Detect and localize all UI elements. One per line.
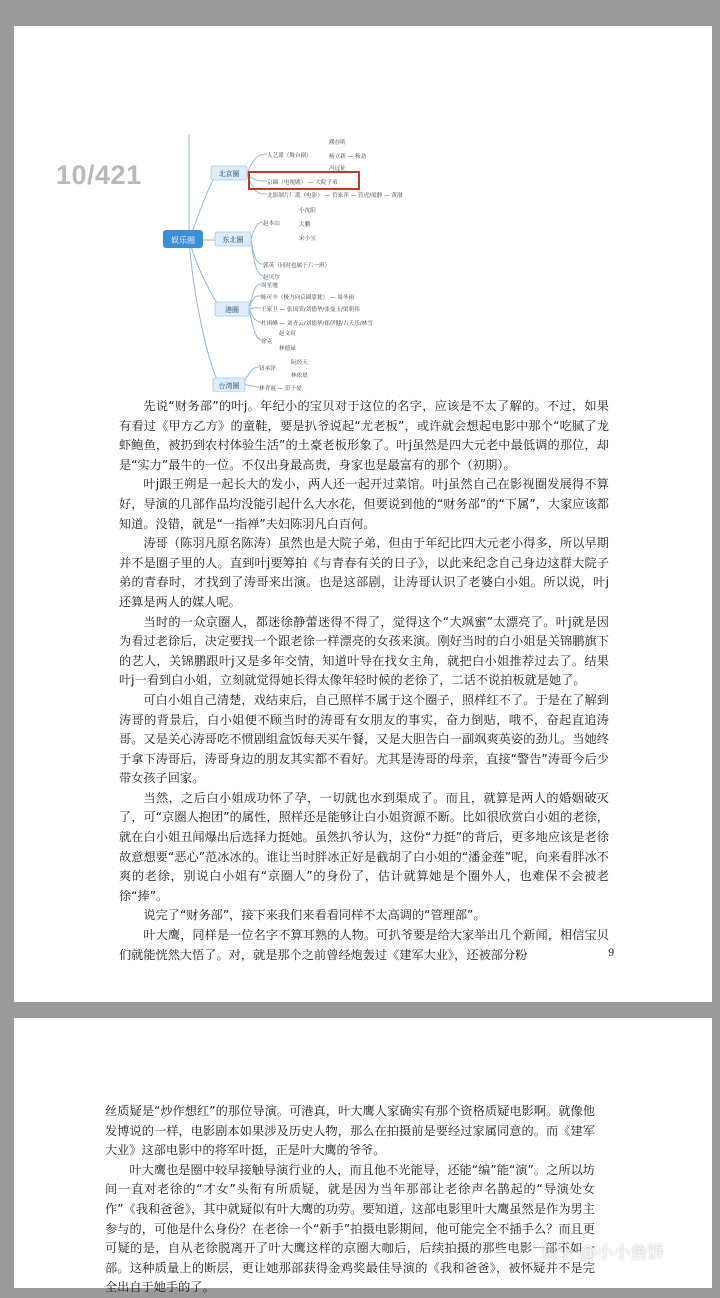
mindmap-leaf: 冯远征 [329,166,346,172]
mindmap-node: 徐克 [261,339,273,345]
mindmap-node: 陈可辛（极力向京圈靠拢） — 周冬雨 [261,295,355,301]
mindmap-leaf: 宋小宝 [299,236,316,242]
watermark: 知乎 @小小鱼饼 [540,1243,665,1263]
mindmap-node: 周星驰 [261,283,278,289]
mindmap-node: 王家卫 — 张国荣/刘德华/张曼玉/梁朝伟 [261,307,360,313]
mindmap-leaf: 杨立新 — 杨劲 [329,154,367,160]
mindmap-node: 郭英（同时也属于六一班） [263,263,331,269]
mindmap-node: 林青霞 — 彭于晏 [259,386,302,392]
mindmap-node: 京圈（电视剧） — 大院子弟 [267,180,338,186]
mindmap-branch-label: 北京圈 [218,170,240,178]
mindmap-node: 杜琪峰 — 刘青云/刘德华/郑伊健/古天乐/林雪 [261,321,373,327]
mindmap-leaf: 林依晨 [291,373,308,379]
mindmap-node: 钮承泽 [259,366,276,372]
mindmap-root-label: 娱乐圈 [171,236,195,245]
article-body-page-2 [105,1102,595,1298]
mindmap-leaf: 大鹏 [299,222,311,228]
mindmap-node: 北影制片厂派（电影） — 管家萍 — 管虎/梁静 — 黄渤 [267,193,403,199]
mindmap-leaf: 濮存昕 [329,140,346,146]
paragraph: 当然，之后白小姐成功怀了孕，一切就也水到渠成了。而且，就算是两人的婚姻破灭了，可“京圈人抱团”的属性，照样还是能够让白小姐资源不断。比如很欣赏白小姐的老徐，就在白小姐丑闻爆出后选择力挺她。虽然扒爷认为，这份“力挺”的背后，更多地应该是老徐故意想要“恶心”范冰冰的。谁让当时胖冰正好是截胡了白小姐的“潘金莲”呢，向来看胖冰不爽的老徐，别说白小姐有“京圈人”的身份了，估计就算她是个圈外人，也难保不会被老徐“捧”。 [119,790,609,903]
mindmap-svg [159,134,436,392]
paragraph: 叶大鹰，同样是一位名字不算耳熟的人物。可扒爷要是给大家举出几个新闻，相信宝贝们就能恍然大悟了。对，就是那个之前曾经炮轰过《建军大业》，还被部分粉 [119,928,609,962]
paragraph: 叶j跟王朔是一起长大的发小，两人还一起开过菜馆。叶j虽然自己在影视圈发展得不算好，导演的几部作品均没能引起什么大水花，但要说到他的“财务部”的“下属”，大家应该都知道。没错，就是“一指禅”夫妇陈羽凡白百何。 [119,477,609,531]
mindmap-leaf: 小沈阳 [299,208,316,214]
paragraph: 先说“财务部”的叶j。年纪小的宝贝对于这位的名字，应该是不太了解的。不过，如果有看过《甲方乙方》的童鞋，要是扒爷说起“尤老板”，或许就会想起电影中那个“吃腻了龙虾鲍鱼，被扔到农村体验生活”的土豪老板形象了。叶j虽然是四大元老中最低调的那位，却是“实力”最牛的一位。不仅出身最高贵，身家也是最富有的那个（初期）。 [119,399,609,472]
mindmap-node: 赵贝尔 [263,275,280,281]
paragraph: 说完了“财务部”，接下来我们来看看同样不太高调的“管理部”。 [143,908,486,923]
mindmap-branch-label: 港圈 [225,306,239,314]
paragraph: 涛哥（陈羽凡原名陈涛）虽然也是大院子弟，但由于年纪比四大元老小得多，所以早期并不是圈子里的人。直到叶j要筹拍《与青春有关的日子》，以此来纪念自己身边这群大院子弟的青春时，才找到了涛哥来出演。也是这部剧，让涛哥认识了老婆白小姐。所以说，叶j还算是两人的媒人呢。 [119,536,609,609]
paragraph: 叶大鹰也是圈中较早接触导演行业的人，而且他不光能导，还能“编”能“演”。之所以坊间一直对老徐的“才女”头衔有所质疑，就是因为当年那部让老徐声名鹊起的“导演处女作”《我和爸爸》，其中就疑似有叶大鹰的功劳。要知道，这部电影里叶大鹰虽然是作为男主参与的，可他是什么身份？在老徐一个“新手”拍摄电影期间，他可能完全不插手么？而且更可疑的是，自从老徐脱离开了叶大鹰这样的京圈大咖后，后续拍摄的那些电影一部不如一部。这种质量上的断层，更让她那部获得金鸡奖最佳导演的《我和爸爸》，被怀疑并不是完全出自于她手的了。 [105,1162,595,1295]
paragraph: 丝质疑是“炒作想红”的那位导演。可港真，叶大鹰人家确实有那个资格质疑电影啊。就像他发博说的一样，电影剧本如果涉及历史人物，那么在拍摄前是要经过家属同意的。而《建军大业》这部电影中的将军叶挺，正是叶大鹰的爷爷。 [105,1104,595,1158]
mindmap-branch-label: 台湾圈 [218,382,240,390]
mindmap-node: 赵本山 [263,221,280,227]
article-body-page-1 [119,397,609,965]
mindmap-figure [159,134,436,392]
paragraph: 当时的一众京圈人，都迷徐静蕾迷得不得了，觉得这个“大飒蜜”太漂亮了。叶j就是因为看过老徐后，决定要找一个跟老徐一样漂亮的女孩来演。刚好当时的白小姐是关锦鹏旗下的艺人，关锦鹏跟叶j又是多年交情，知道叶导在找女主角，就把白小姐推荐过去了。结果叶j一看到白小姐，立刻就觉得她长得太像年轻时候的老徐了，二话不说拍板就是她了。 [119,614,609,688]
mindmap-node: 人艺派（舞台剧） [267,153,312,159]
page-number: 9 [608,948,615,959]
paragraph: 可白小姐自己清楚，戏结束后，自己照样不属于这个圈子，照样红不了。于是在了解到涛哥的背景后，白小姐便不顾当时的涛哥有女朋友的事实，奋力倒贴，哦不，奋起直追涛哥。又是关心涛哥吃不惯剧组盒饭每天买午餐，又是大胆告白一副飒爽英姿的劲儿。当她终于拿下涛哥后，涛哥身边的朋友其实都不看好。尤其是涛哥的母亲，直接“警告”涛哥今后少带女孩子回家。 [119,692,609,786]
mindmap-leaf: 赵文瑄 [279,331,296,337]
mindmap-branch-label: 东北圈 [222,236,244,244]
page-counter: 10/421 [56,160,142,190]
mindmap-leaf: 林德禄 [279,346,296,352]
mindmap-leaf: 阮经天 [291,360,308,366]
